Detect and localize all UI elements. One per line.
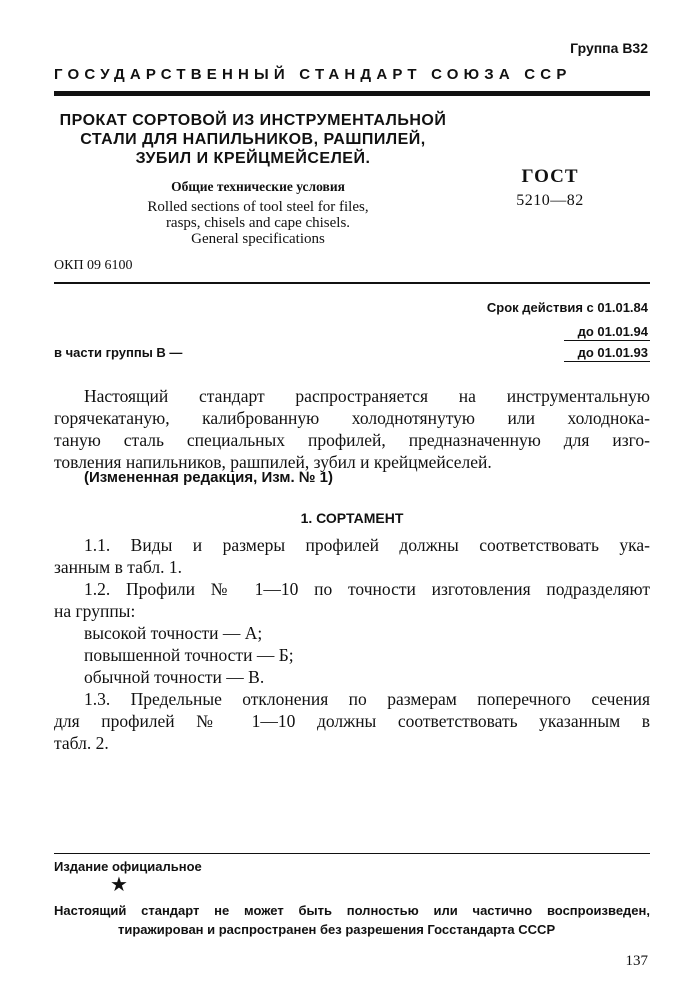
- validity-start: Срок действия с 01.01.84: [486, 300, 648, 315]
- change-note: (Измененная редакция, Изм. № 1): [84, 469, 334, 486]
- footer-rule: [54, 853, 650, 854]
- paragraph-line: повышенной точности — Б;: [84, 645, 294, 665]
- title-line: СТАЛИ ДЛЯ НАПИЛЬНИКОВ, РАШПИЛЕЙ,: [80, 131, 426, 148]
- english-title-line: rasps, chisels and cape chisels.: [165, 215, 351, 231]
- paragraph-line: занным в табл. 1.: [54, 557, 182, 577]
- paragraph-line: 1.1. Виды и размеры профилей должны соответствовать ука-: [84, 535, 650, 555]
- english-title-line: General specifications: [191, 231, 325, 247]
- title-line: ПРОКАТ СОРТОВОЙ ИЗ ИНСТРУМЕНТАЛЬНОЙ: [59, 112, 447, 129]
- section-body: [54, 534, 650, 754]
- section-heading: 1. СОРТАМЕНТ: [300, 510, 404, 526]
- document-subtitle: Общие технические условия: [171, 179, 345, 194]
- paragraph-line: товления напильников, рашпилей, зубил и крейцмейселей.: [54, 452, 492, 472]
- document-title: [54, 111, 452, 168]
- paragraph-line: 1.2. Профили № 1—10 по точности изготовления подразделяют: [84, 579, 650, 599]
- validity-end-group-b: до 01.01.93: [577, 345, 648, 360]
- copyright-notice: [54, 901, 650, 939]
- header-rule: [54, 91, 650, 96]
- validity-group-b-underline: [564, 361, 650, 362]
- title-line: ЗУБИЛ И КРЕЙЦМЕЙСЕЛЕЙ.: [135, 150, 371, 167]
- star-icon: ★: [110, 874, 128, 896]
- english-title: [54, 199, 462, 247]
- official-edition-label: Издание официальное: [54, 859, 202, 874]
- notice-line: тиражирован и распространен без разрешения Госстандарта СССР: [118, 922, 556, 937]
- paragraph-line: горячекатаную, калиброванную холоднотянутую или холоднока-: [54, 408, 650, 428]
- validity-part-group: в части группы В —: [54, 345, 183, 360]
- english-title-line: Rolled sections of tool steel for files,: [147, 199, 369, 215]
- okp-code: ОКП 09 6100: [54, 258, 133, 273]
- validity-end: до 01.01.94: [577, 324, 648, 339]
- paragraph-line: табл. 2.: [54, 733, 109, 753]
- intro-paragraph: [54, 385, 650, 473]
- paragraph-line: таную сталь специальных профилей, предназначенную для изго-: [54, 430, 650, 450]
- gost-label: ГОСТ: [521, 166, 579, 187]
- state-standard-heading: ГОСУДАРСТВЕННЫЙ СТАНДАРТ СОЮЗА ССР: [54, 66, 572, 83]
- paragraph-line: 1.3. Предельные отклонения по размерам поперечного сечения: [84, 689, 650, 709]
- paragraph-line: на группы:: [54, 601, 136, 621]
- paragraph-line: Настоящий стандарт распространяется на инструментальную: [84, 386, 650, 406]
- group-label: Группа В32: [570, 40, 648, 56]
- okp-rule: [54, 282, 650, 284]
- paragraph-line: для профилей № 1—10 должны соответствовать указанным в: [54, 711, 650, 731]
- notice-line: Настоящий стандарт не может быть полностью или частично воспроизведен,: [54, 903, 650, 918]
- validity-end-underline: [564, 340, 650, 341]
- page-number: 137: [625, 953, 648, 969]
- paragraph-line: обычной точности — В.: [84, 667, 265, 687]
- gost-number: 5210—82: [516, 192, 584, 209]
- paragraph-line: высокой точности — А;: [84, 623, 263, 643]
